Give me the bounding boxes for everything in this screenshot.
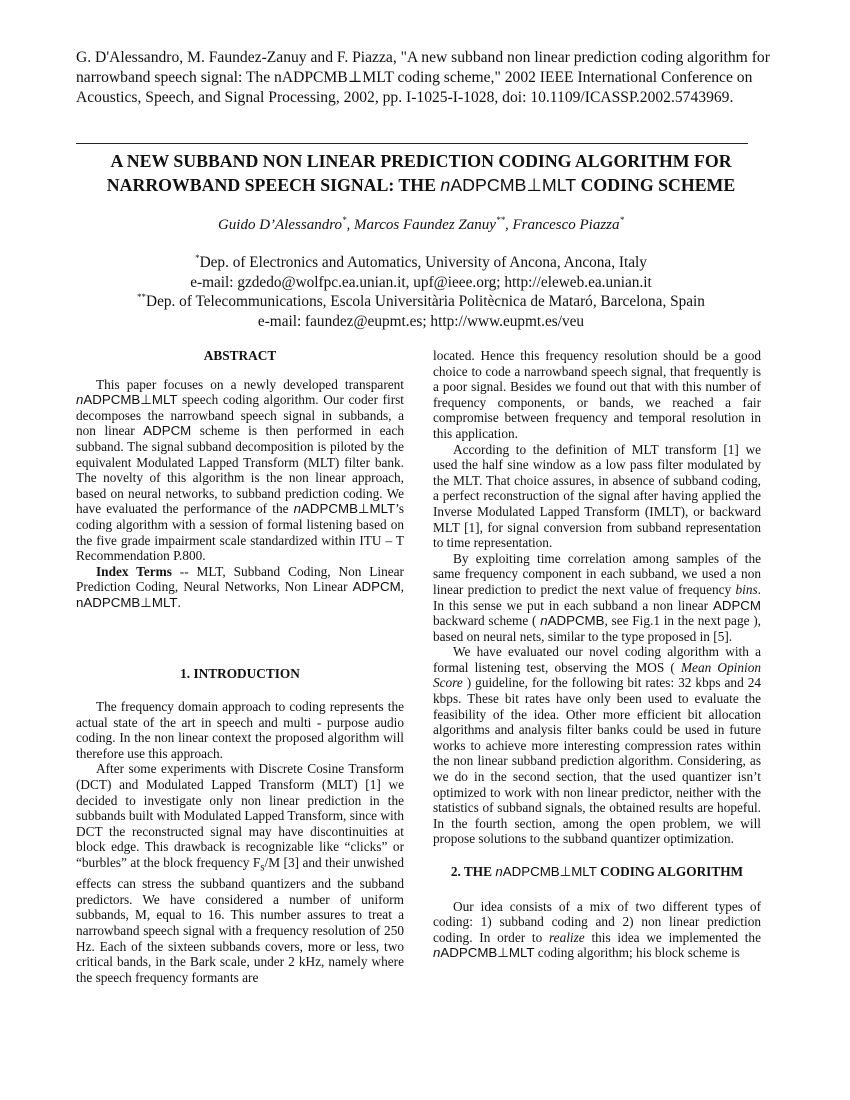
affiliation-2-email: e-mail: faundez@eupmt.es; http://www.eupmt.es/veu <box>257 312 585 330</box>
right-paragraph-1: located. Hence this frequency resolution should be a good choice to code a narrowband speech signal, that frequently is a poor signal. Besides we found out that with this number of frequency components, or bands, we reached a fair compromise between frequency and temporal resolution in this application. <box>433 348 761 441</box>
paper-title <box>76 149 766 198</box>
title-text: NARROWBAND SPEECH SIGNAL: THE <box>106 175 441 195</box>
citation: G. D'Alessandro, M. Faundez-Zanuy and F. Piazza, "A new subband non linear prediction coding algorithm for narrowband speech signal: The nADPCMB⊥MLT coding scheme," 2002 IEEE International Conference on Acoustics, Speech, and Signal Processing, 2002, pp. I-1025-I-1028, doi: 10.1109/ICASSP.2002.5743969. <box>76 49 770 106</box>
codec-prefix: n <box>293 501 302 517</box>
author-1-mark: * <box>342 215 347 225</box>
adpcm-term: ADPCM <box>712 597 761 613</box>
abstract-text: ’s coding algorithm with a session of formal listening based on the five grade impairment scale standardized within ITU – T Recommendation P.800. <box>76 501 404 564</box>
index-terms-text: . <box>177 594 181 610</box>
body-text: , see Fig.1 in the next page ), based on neural nets, similar to the type proposed in [5]. <box>433 613 762 644</box>
body-text: backward scheme ( <box>433 613 541 629</box>
heading-text: CODING ALGORITHM <box>596 864 744 879</box>
body-text: . In this sense we put in each subband a non linear <box>433 581 761 613</box>
body-text: ) guideline, for the following bit rates: 32 kbps and 24 kbps. These bit rates have only been used to evaluate the feasibility of the idea. Other more efficient bit allocation algorithms and analysis filter banks could be used in future works to achieve more interesting compression rates within the non linear subband prediction algorithm. Considering, as we do in the second section, that the used quantizer isn’t optimized to work with non linear predictor, neither with the statistics of subband signals, the obtained results are hopeful. In the fourth section, among the open problem, we will propose solutions to the subband quantizer optimization. <box>433 675 761 847</box>
affiliation-1 <box>76 253 766 273</box>
title-text-end: CODING SCHEME <box>576 175 736 195</box>
author-1: Guido D’Alessandro <box>217 217 342 233</box>
index-terms-label: Index Terms <box>96 563 172 579</box>
affiliation-2-dept: Dep. of Telecommunications, Escola Universitària Politècnica de Mataró, Barcelona, Spain <box>146 293 705 310</box>
title-codec-mlt: MLT <box>541 175 577 195</box>
adpcm-term: ADPCM <box>143 423 192 439</box>
right-paragraph-4 <box>433 644 761 847</box>
right-paragraph-2: According to the definition of MLT transform [1] we used the half sine window as a low pass filter modulated by the MLT. That choice assures, in absence of subband coding, a perfect reconstruction of the signal after having applied the Inverse Modulated Lapped Transform (IMLT), or backward MLT [1], for signal conversion from subband representation to time representation. <box>433 441 761 551</box>
right-paragraph-5 <box>433 899 761 961</box>
affiliation-1-mark: * <box>195 253 200 263</box>
affiliation-1-dept: Dep. of Electronics and Automatics, University of Ancona, Ancona, Italy <box>199 254 647 271</box>
author-3-mark: * <box>619 215 625 225</box>
section-2-heading <box>433 864 761 880</box>
codec-name: ADPCMB <box>547 613 605 629</box>
intro-text: After some experiments with Discrete Cosine Transform (DCT) and Modulated Lapped Transform (MLT) [1] we decided to investigate only non linear prediction in the subbands built with Modulated Lapped Transform, since with DCT the reconstructed signal may have discontinuities at block edge. This drawback is recognizable like “clicks” or “burbles” at the block frequency F <box>76 761 404 871</box>
affiliation-1-email: e-mail: gzdedo@wolfpc.ea.unian.it, upf@ieee.org; http://eleweb.ea.unian.it <box>190 273 652 291</box>
body-text: this idea we implemented the <box>584 929 761 945</box>
adpcm-term: ADPCM <box>352 579 401 595</box>
codec-prefix: n <box>76 392 84 408</box>
affiliations <box>76 253 766 331</box>
emphasis: bins <box>735 581 758 597</box>
title-line-2 <box>76 173 766 198</box>
title-perp-symbol: ⊥ <box>526 175 542 196</box>
body-text: By exploiting time correlation among samples of the same frequency component in each subband, we used a non linear prediction to predict the next value of frequency <box>433 550 761 597</box>
emphasis: realize <box>549 929 585 945</box>
codec-prefix: n <box>433 945 441 961</box>
right-paragraph-3 <box>433 551 761 645</box>
author-2: , Marcos Faundez Zanuy <box>346 217 496 233</box>
title-codec-prefix: n <box>440 175 451 195</box>
abstract-text: This paper focuses on a newly developed transparent <box>96 376 404 392</box>
index-terms <box>76 564 404 611</box>
title-codec: ADPCMB <box>450 175 527 195</box>
body-text: coding algorithm; his block scheme is <box>534 945 740 961</box>
affiliation-2-mark: ** <box>137 292 147 302</box>
intro-paragraph-1: The frequency domain approach to coding represents the actual state of the art in speech and multi - purpose audio coding. In the non linear context the proposed algorithm will therefore use this approach. <box>76 699 404 761</box>
author-2-mark: ** <box>495 215 505 225</box>
header-divider <box>76 143 748 144</box>
index-terms-text: -- MLT, Subband Coding, Non Linear Prediction Coding, Neural Networks, Non Linear <box>76 563 404 595</box>
author-list <box>76 215 766 235</box>
introduction-heading: 1. INTRODUCTION <box>180 665 300 681</box>
left-column <box>76 348 404 985</box>
codec-prefix: n <box>540 613 548 629</box>
heading-text: 2. THE <box>450 864 496 879</box>
codec-name: ADPCMB⊥MLT <box>440 945 535 961</box>
title-line-1: A NEW SUBBAND NON LINEAR PREDICTION CODING ALGORITHM FOR <box>110 151 732 171</box>
codec-name: ADPCMB⊥MLT <box>502 864 597 879</box>
right-column <box>433 348 761 961</box>
intro-paragraph-2 <box>76 761 404 985</box>
abstract-paragraph <box>76 377 404 564</box>
index-terms-text: , <box>400 579 404 595</box>
codec-prefix: n <box>495 864 503 879</box>
affiliation-2 <box>76 292 766 312</box>
codec-name: ADPCMB⊥MLT <box>83 392 178 408</box>
body-text: We have evaluated our novel coding algorithm with a formal listening test, observing the MOS ( <box>433 644 761 675</box>
intro-text: /M [3] and their unwished effects can stress the subband quantizers and the subband predictors. We have considered a number of uniform subbands, M, equal to 16. This number assures to treat a narrowband speech signal with a frequency resolution of 250 Hz. Each of the sixteen subbands covers, more or less, two critical bands, in the Bark scale, under 2 kHz, namely where the speech frequency formants are <box>76 855 404 985</box>
abstract-text: scheme is then performed in each subband. The signal subband decomposition is piloted by the equivalent Modulated Lapped Transform (MLT) filter bank. The novelty of this algorithm is the non linear approach, based on neural networks, to subband prediction coding. We have evaluated the performance of the <box>76 423 404 517</box>
body-text: Our idea consists of a mix of two different types of coding: 1) subband coding and 2) non linear prediction coding. In order to <box>433 898 761 945</box>
subscript: s <box>260 861 265 874</box>
emphasis: Mean Opinion Score <box>433 659 761 691</box>
author-3: , Francesco Piazza <box>504 217 620 233</box>
abstract-text: speech coding algorithm. Our coder first decomposes the narrowband speech signal in subbands, a non linear <box>76 392 404 439</box>
codec-name: nADPCMB⊥MLT <box>76 594 178 610</box>
codec-name: ADPCMB⊥MLT <box>301 501 396 517</box>
abstract-heading: ABSTRACT <box>203 348 277 363</box>
